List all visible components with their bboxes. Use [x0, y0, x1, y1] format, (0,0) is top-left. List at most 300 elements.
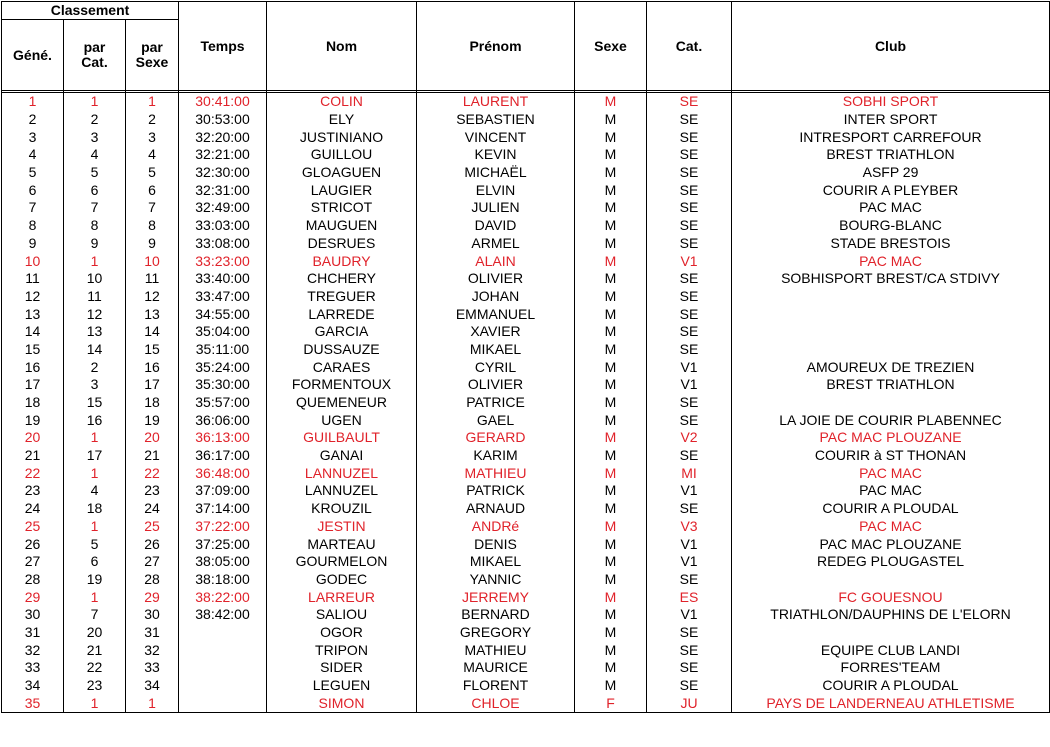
category-cell: SE — [647, 571, 732, 589]
time-cell: 38:05:00 — [179, 553, 267, 571]
first-name-cell: BERNARD — [417, 606, 575, 624]
rank-general-cell: 1 — [2, 93, 64, 111]
sex-cell: M — [575, 93, 647, 111]
sex-cell: M — [575, 111, 647, 129]
time-cell — [179, 659, 267, 677]
table-row — [2, 181, 1050, 199]
club-cell — [732, 305, 1050, 323]
table-row — [2, 217, 1050, 235]
club-cell: COURIR A PLEYBER — [732, 181, 1050, 199]
last-name-cell: OGOR — [267, 624, 417, 642]
category-cell: SE — [647, 235, 732, 253]
rank-sex-cell: 4 — [126, 146, 179, 164]
sex-cell: M — [575, 164, 647, 182]
rank-general-cell: 24 — [2, 500, 64, 518]
time-cell: 30:53:00 — [179, 111, 267, 129]
club-header: Club — [732, 2, 1050, 91]
last-name-cell: GLOAGUEN — [267, 164, 417, 182]
first-name-cell: KARIM — [417, 447, 575, 465]
rank-general-cell: 13 — [2, 305, 64, 323]
club-cell: COURIR A PLOUDAL — [732, 500, 1050, 518]
rank-category-cell: 19 — [64, 571, 126, 589]
club-cell: BOURG-BLANC — [732, 217, 1050, 235]
table-row — [2, 252, 1050, 270]
sex-cell: M — [575, 482, 647, 500]
rank-category-cell: 21 — [64, 641, 126, 659]
club-cell: INTER SPORT — [732, 111, 1050, 129]
sex-cell: M — [575, 217, 647, 235]
table-row — [2, 305, 1050, 323]
table-row — [2, 411, 1050, 429]
rank-category-cell: 1 — [64, 252, 126, 270]
rank-general-cell: 10 — [2, 252, 64, 270]
sex-cell: M — [575, 146, 647, 164]
rank-sex-cell: 31 — [126, 624, 179, 642]
table-row — [2, 128, 1050, 146]
club-cell — [732, 394, 1050, 412]
club-cell: PAC MAC PLOUZANE — [732, 535, 1050, 553]
table-row — [2, 659, 1050, 677]
rank-category-cell: 8 — [64, 217, 126, 235]
rank-sex-cell: 9 — [126, 235, 179, 253]
rank-general-cell: 28 — [2, 571, 64, 589]
last-name-cell: FORMENTOUX — [267, 376, 417, 394]
club-cell: REDEG PLOUGASTEL — [732, 553, 1050, 571]
rank-general-cell: 19 — [2, 411, 64, 429]
first-name-cell: OLIVIER — [417, 376, 575, 394]
club-cell — [732, 624, 1050, 642]
time-cell: 32:20:00 — [179, 128, 267, 146]
rank-sex-cell: 30 — [126, 606, 179, 624]
club-cell: TRIATHLON/DAUPHINS DE L'ELORN — [732, 606, 1050, 624]
table-row — [2, 588, 1050, 606]
time-cell: 35:30:00 — [179, 376, 267, 394]
rank-general-cell: 17 — [2, 376, 64, 394]
rank-general-cell: 6 — [2, 181, 64, 199]
club-cell: ASFP 29 — [732, 164, 1050, 182]
last-name-cell: LARREUR — [267, 588, 417, 606]
results-table — [1, 1, 1050, 713]
category-cell: SE — [647, 93, 732, 111]
classement-header: Classement — [2, 2, 179, 20]
sex-cell: M — [575, 641, 647, 659]
rank-sex-cell: 17 — [126, 376, 179, 394]
category-cell: ES — [647, 588, 732, 606]
first-name-cell: ARNAUD — [417, 500, 575, 518]
sex-cell: M — [575, 535, 647, 553]
sex-cell: M — [575, 376, 647, 394]
rank-general-cell: 22 — [2, 464, 64, 482]
rank-category-cell: 20 — [64, 624, 126, 642]
rank-category-cell: 14 — [64, 341, 126, 359]
rank-sex-cell: 24 — [126, 500, 179, 518]
category-cell: SE — [647, 270, 732, 288]
rank-sex-cell: 5 — [126, 164, 179, 182]
first-name-cell: DENIS — [417, 535, 575, 553]
table-row — [2, 553, 1050, 571]
last-name-cell: JUSTINIANO — [267, 128, 417, 146]
last-name-cell: LAUGIER — [267, 181, 417, 199]
table-row — [2, 323, 1050, 341]
first-name-cell: PATRICK — [417, 482, 575, 500]
rank-category-cell: 18 — [64, 500, 126, 518]
rank-category-cell: 6 — [64, 181, 126, 199]
category-cell: V1 — [647, 606, 732, 624]
rank-sex-cell: 3 — [126, 128, 179, 146]
time-cell: 35:11:00 — [179, 341, 267, 359]
results-rows — [2, 93, 1050, 713]
time-cell: 33:03:00 — [179, 217, 267, 235]
category-cell: SE — [647, 677, 732, 695]
club-cell: PAC MAC — [732, 199, 1050, 217]
par-cat-header-label: par Cat. — [81, 39, 108, 70]
sex-cell: M — [575, 659, 647, 677]
time-cell — [179, 694, 267, 712]
club-cell: COURIR A PLOUDAL — [732, 677, 1050, 695]
rank-category-cell: 15 — [64, 394, 126, 412]
category-cell: SE — [647, 305, 732, 323]
sex-cell: M — [575, 553, 647, 571]
rank-category-cell: 5 — [64, 535, 126, 553]
table-row — [2, 394, 1050, 412]
rank-category-cell: 13 — [64, 323, 126, 341]
club-cell: PAC MAC PLOUZANE — [732, 429, 1050, 447]
last-name-cell: CHCHERY — [267, 270, 417, 288]
first-name-cell: ARMEL — [417, 235, 575, 253]
club-cell: BREST TRIATHLON — [732, 376, 1050, 394]
last-name-cell: DUSSAUZE — [267, 341, 417, 359]
last-name-cell: STRICOT — [267, 199, 417, 217]
rank-sex-cell: 10 — [126, 252, 179, 270]
rank-general-cell: 33 — [2, 659, 64, 677]
table-row — [2, 235, 1050, 253]
first-name-cell: DAVID — [417, 217, 575, 235]
rank-general-cell: 15 — [2, 341, 64, 359]
table-row — [2, 500, 1050, 518]
rank-category-cell: 10 — [64, 270, 126, 288]
first-name-cell: KEVIN — [417, 146, 575, 164]
last-name-cell: LARREDE — [267, 305, 417, 323]
sex-cell: M — [575, 199, 647, 217]
time-cell: 32:31:00 — [179, 181, 267, 199]
table-row — [2, 571, 1050, 589]
first-name-cell: JOHAN — [417, 288, 575, 306]
last-name-cell: LEGUEN — [267, 677, 417, 695]
sex-cell: M — [575, 447, 647, 465]
club-cell: PAC MAC — [732, 464, 1050, 482]
rank-sex-cell: 33 — [126, 659, 179, 677]
rank-category-cell: 9 — [64, 235, 126, 253]
par-sexe-header-label: par Sexe — [135, 39, 169, 70]
last-name-cell: CARAES — [267, 358, 417, 376]
table-row — [2, 624, 1050, 642]
rank-general-cell: 14 — [2, 323, 64, 341]
first-name-cell: JULIEN — [417, 199, 575, 217]
last-name-cell: SALIOU — [267, 606, 417, 624]
rank-general-cell: 11 — [2, 270, 64, 288]
table-row — [2, 464, 1050, 482]
sex-cell: M — [575, 341, 647, 359]
rank-category-cell: 17 — [64, 447, 126, 465]
club-cell: SOBHISPORT BREST/CA STDIVY — [732, 270, 1050, 288]
first-name-cell: OLIVIER — [417, 270, 575, 288]
table-row — [2, 518, 1050, 536]
table-row — [2, 270, 1050, 288]
table-row — [2, 376, 1050, 394]
par-cat-header — [64, 20, 126, 91]
rank-general-cell: 2 — [2, 111, 64, 129]
rank-category-cell: 16 — [64, 411, 126, 429]
time-cell: 33:40:00 — [179, 270, 267, 288]
table-row — [2, 111, 1050, 129]
sexe-header: Sexe — [575, 2, 647, 91]
category-cell: SE — [647, 288, 732, 306]
sex-cell: M — [575, 588, 647, 606]
category-cell: SE — [647, 411, 732, 429]
table-row — [2, 358, 1050, 376]
time-cell — [179, 677, 267, 695]
last-name-cell: JESTIN — [267, 518, 417, 536]
rank-sex-cell: 27 — [126, 553, 179, 571]
rank-sex-cell: 34 — [126, 677, 179, 695]
category-cell: SE — [647, 146, 732, 164]
club-cell: PAYS DE LANDERNEAU ATHLETISME — [732, 694, 1050, 712]
time-cell: 38:22:00 — [179, 588, 267, 606]
club-cell: FORRES'TEAM — [732, 659, 1050, 677]
rank-sex-cell: 15 — [126, 341, 179, 359]
rank-general-cell: 8 — [2, 217, 64, 235]
rank-general-cell: 29 — [2, 588, 64, 606]
last-name-cell: COLIN — [267, 93, 417, 111]
last-name-cell: LANNUZEL — [267, 482, 417, 500]
table-row — [2, 447, 1050, 465]
sex-cell: M — [575, 411, 647, 429]
prenom-header: Prénom — [417, 2, 575, 91]
club-cell: BREST TRIATHLON — [732, 146, 1050, 164]
time-cell: 36:06:00 — [179, 411, 267, 429]
rank-category-cell: 11 — [64, 288, 126, 306]
category-cell: V1 — [647, 358, 732, 376]
rank-sex-cell: 11 — [126, 270, 179, 288]
time-cell: 38:18:00 — [179, 571, 267, 589]
rank-category-cell: 22 — [64, 659, 126, 677]
last-name-cell: ELY — [267, 111, 417, 129]
time-cell: 33:08:00 — [179, 235, 267, 253]
table-row — [2, 677, 1050, 695]
rank-general-cell: 7 — [2, 199, 64, 217]
rank-general-cell: 20 — [2, 429, 64, 447]
last-name-cell: GARCIA — [267, 323, 417, 341]
rank-category-cell: 1 — [64, 588, 126, 606]
rank-sex-cell: 7 — [126, 199, 179, 217]
rank-category-cell: 1 — [64, 429, 126, 447]
last-name-cell: GANAI — [267, 447, 417, 465]
gene-header: Géné. — [2, 20, 64, 91]
first-name-cell: EMMANUEL — [417, 305, 575, 323]
time-cell: 32:30:00 — [179, 164, 267, 182]
category-cell: SE — [647, 199, 732, 217]
rank-category-cell: 4 — [64, 482, 126, 500]
last-name-cell: GODEC — [267, 571, 417, 589]
sex-cell: M — [575, 394, 647, 412]
category-cell: V1 — [647, 553, 732, 571]
category-cell: SE — [647, 500, 732, 518]
rank-category-cell: 3 — [64, 376, 126, 394]
category-cell: MI — [647, 464, 732, 482]
first-name-cell: MATHIEU — [417, 464, 575, 482]
time-cell — [179, 641, 267, 659]
time-cell: 32:49:00 — [179, 199, 267, 217]
first-name-cell: JERREMY — [417, 588, 575, 606]
sex-cell: M — [575, 500, 647, 518]
category-cell: JU — [647, 694, 732, 712]
time-cell: 37:14:00 — [179, 500, 267, 518]
rank-general-cell: 3 — [2, 128, 64, 146]
table-row — [2, 93, 1050, 111]
last-name-cell: MAUGUEN — [267, 217, 417, 235]
table-row — [2, 429, 1050, 447]
first-name-cell: CYRIL — [417, 358, 575, 376]
rank-sex-cell: 26 — [126, 535, 179, 553]
first-name-cell: ANDRé — [417, 518, 575, 536]
club-cell: PAC MAC — [732, 482, 1050, 500]
last-name-cell: TREGUER — [267, 288, 417, 306]
rank-general-cell: 34 — [2, 677, 64, 695]
sex-cell: M — [575, 181, 647, 199]
last-name-cell: UGEN — [267, 411, 417, 429]
rank-general-cell: 18 — [2, 394, 64, 412]
rank-sex-cell: 21 — [126, 447, 179, 465]
rank-category-cell: 6 — [64, 553, 126, 571]
rank-category-cell: 5 — [64, 164, 126, 182]
rank-category-cell: 1 — [64, 518, 126, 536]
last-name-cell: MARTEAU — [267, 535, 417, 553]
rank-general-cell: 16 — [2, 358, 64, 376]
rank-category-cell: 7 — [64, 606, 126, 624]
club-cell: PAC MAC — [732, 252, 1050, 270]
rank-sex-cell: 23 — [126, 482, 179, 500]
rank-sex-cell: 29 — [126, 588, 179, 606]
club-cell — [732, 341, 1050, 359]
category-cell: SE — [647, 217, 732, 235]
first-name-cell: GREGORY — [417, 624, 575, 642]
last-name-cell: BAUDRY — [267, 252, 417, 270]
category-cell: SE — [647, 128, 732, 146]
last-name-cell: SIDER — [267, 659, 417, 677]
time-cell: 36:48:00 — [179, 464, 267, 482]
rank-general-cell: 35 — [2, 694, 64, 712]
sex-cell: M — [575, 288, 647, 306]
rank-category-cell: 2 — [64, 111, 126, 129]
category-cell: V1 — [647, 376, 732, 394]
first-name-cell: GERARD — [417, 429, 575, 447]
last-name-cell: GOURMELON — [267, 553, 417, 571]
nom-header: Nom — [267, 2, 417, 91]
time-cell: 35:57:00 — [179, 394, 267, 412]
rank-general-cell: 12 — [2, 288, 64, 306]
first-name-cell: LAURENT — [417, 93, 575, 111]
cat-header: Cat. — [647, 2, 732, 91]
first-name-cell: MICHAËL — [417, 164, 575, 182]
table-row — [2, 535, 1050, 553]
sex-cell: F — [575, 694, 647, 712]
time-cell: 32:21:00 — [179, 146, 267, 164]
sex-cell: M — [575, 270, 647, 288]
table-row — [2, 164, 1050, 182]
last-name-cell: DESRUES — [267, 235, 417, 253]
rank-category-cell: 1 — [64, 694, 126, 712]
category-cell: SE — [647, 181, 732, 199]
last-name-cell: QUEMENEUR — [267, 394, 417, 412]
sex-cell: M — [575, 429, 647, 447]
time-cell: 35:24:00 — [179, 358, 267, 376]
first-name-cell: SEBASTIEN — [417, 111, 575, 129]
time-cell: 38:42:00 — [179, 606, 267, 624]
first-name-cell: FLORENT — [417, 677, 575, 695]
club-cell: FC GOUESNOU — [732, 588, 1050, 606]
rank-sex-cell: 16 — [126, 358, 179, 376]
rank-sex-cell: 25 — [126, 518, 179, 536]
rank-general-cell: 21 — [2, 447, 64, 465]
rank-sex-cell: 6 — [126, 181, 179, 199]
time-cell: 34:55:00 — [179, 305, 267, 323]
first-name-cell: GAEL — [417, 411, 575, 429]
rank-category-cell: 2 — [64, 358, 126, 376]
category-cell: V2 — [647, 429, 732, 447]
category-cell: SE — [647, 641, 732, 659]
rank-general-cell: 31 — [2, 624, 64, 642]
rank-general-cell: 32 — [2, 641, 64, 659]
time-cell: 36:13:00 — [179, 429, 267, 447]
category-cell: SE — [647, 394, 732, 412]
rank-category-cell: 4 — [64, 146, 126, 164]
time-cell — [179, 624, 267, 642]
time-cell: 37:09:00 — [179, 482, 267, 500]
first-name-cell: MIKAEL — [417, 341, 575, 359]
table-row — [2, 146, 1050, 164]
rank-general-cell: 9 — [2, 235, 64, 253]
category-cell: SE — [647, 659, 732, 677]
club-cell: LA JOIE DE COURIR PLABENNEC — [732, 411, 1050, 429]
rank-sex-cell: 22 — [126, 464, 179, 482]
sex-cell: M — [575, 252, 647, 270]
sex-cell: M — [575, 606, 647, 624]
club-cell — [732, 571, 1050, 589]
first-name-cell: ALAIN — [417, 252, 575, 270]
rank-category-cell: 7 — [64, 199, 126, 217]
sex-cell: M — [575, 305, 647, 323]
first-name-cell: MIKAEL — [417, 553, 575, 571]
rank-general-cell: 27 — [2, 553, 64, 571]
time-cell: 33:47:00 — [179, 288, 267, 306]
club-cell: PAC MAC — [732, 518, 1050, 536]
rank-category-cell: 1 — [64, 464, 126, 482]
first-name-cell: XAVIER — [417, 323, 575, 341]
first-name-cell: VINCENT — [417, 128, 575, 146]
first-name-cell: CHLOE — [417, 694, 575, 712]
sex-cell: M — [575, 128, 647, 146]
table-row — [2, 641, 1050, 659]
sex-cell: M — [575, 464, 647, 482]
table-row — [2, 288, 1050, 306]
sex-cell: M — [575, 323, 647, 341]
rank-category-cell: 3 — [64, 128, 126, 146]
category-cell: SE — [647, 341, 732, 359]
category-cell: V1 — [647, 482, 732, 500]
category-cell: V3 — [647, 518, 732, 536]
rank-sex-cell: 28 — [126, 571, 179, 589]
rank-sex-cell: 2 — [126, 111, 179, 129]
